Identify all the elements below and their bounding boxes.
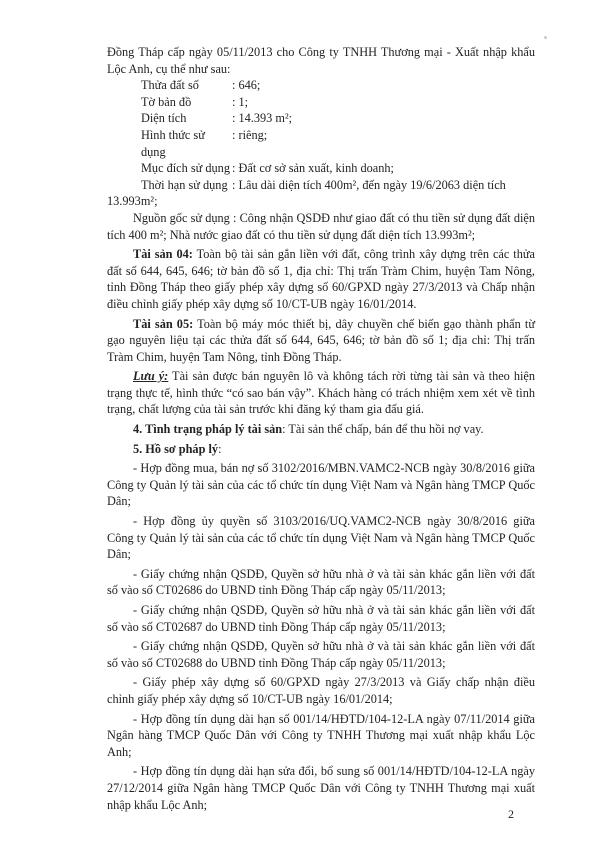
legal-docs-heading: 5. Hồ sơ pháp lý: [133,441,222,456]
intro-paragraph: Đồng Tháp cấp ngày 05/11/2013 cho Công ty TNHH Thương mại - Xuất nhập khẩu Lộc Anh, cụ thể như sau: [107,45,535,76]
legal-doc-item: - Hợp đồng ủy quyền số 3103/2016/UQ.VAMC2-NCB ngày 30/8/2016 giữa Công ty Quản lý tài sản của các tổ chức tín dụng Việt Nam và Ngân hàng TMCP Quốc Dân; [107,514,535,562]
land-row-purpose: Mục đích sử dụng : Đất cơ sở sản xuất, kinh doanh; [141,161,394,176]
legal-doc-item: - Hợp đồng tín dụng dài hạn số 001/14/HĐTD/104-12-LA ngày 07/11/2014 giữa Ngân hàng TMCP Quốc Dân với Công ty TNHH Thương mại xuất nhập khẩu Lộc Anh; [107,711,535,759]
legal-doc-item: - Hợp đồng tín dụng dài hạn sửa đổi, bổ sung số 001/14/HĐTD/104-12-LA ngày 27/12/2014 giữa Ngân hàng TMCP Quốc Dân với Công ty TNHH Thương mại xuất nhập khẩu Lộc Anh; [107,764,535,812]
asset-5-paragraph: Tài sản 05: Toàn bộ máy móc thiết bị, dây chuyền chế biến gạo thành phẩn từ gạo nguyên liệu tại các thửa đất số 644, 645, 646; tờ bản đồ số 1; địa chỉ: Thị trấn Tràm Chim, huyện Tam Nông, tỉnh Đồng Tháp. [107,316,535,364]
land-origin: Nguồn gốc sử dụng : Công nhận QSDĐ như giao đất có thu tiền sử dụng đất diện tích 400 m²; Nhà nước giao đất có thu tiền sử dụng đất diện tích 13.993m²; [107,210,535,242]
land-row-parcel: Thửa đất số : 646; [141,78,261,93]
legal-doc-item: - Giấy chứng nhận QSDĐ, Quyền sở hữu nhà ở và tài sản khác gắn liền với đất số vào số CT02688 do UBND tỉnh Đồng Tháp cấp ngày 05/11/2013; [107,639,535,670]
land-row-area: Diện tích : 14.393 m²; [141,111,293,126]
legal-doc-item: - Giấy chứng nhận QSDĐ, Quyền sở hữu nhà ở và tài sản khác gắn liền với đất số vào số CT02686 do UBND tỉnh Đồng Tháp cấp ngày 05/11/2013; [107,566,535,598]
land-row-usage-form: Hình thức sử dụng : riêng; [141,127,268,159]
scan-speck [544,36,547,39]
land-details [107,77,535,243]
asset-4-paragraph: Tài sản 04: Toàn bộ tài sản gắn liền với đất, công trình xây dựng trên các thửa đất số 644, 645, 646; tờ bản đồ số 1, địa chỉ: Thị trấn Tràm Chim, huyện Tam Nông, tỉnh Đồng Tháp theo giấy phép xây dựng số 60/GPXD ngày 27/3/2013 và Chấp nhận điều chỉnh giấy phép xây dựng số 10/CT-UB ngày 16/01/2014. [107,247,535,311]
asset-4-title: Tài sản 04: [133,247,193,262]
legal-doc-item: - Giấy chứng nhận QSDĐ, Quyền sở hữu nhà ở và tài sản khác gắn liền với đất số vào số CT02687 do UBND tỉnh Đồng Tháp cấp ngày 05/11/2013; [107,603,535,634]
document-body [107,44,535,813]
note-title: Lưu ý: [133,369,169,384]
legal-doc-item: - Giấy phép xây dựng số 60/GPXD ngày 27/3/2013 và Giấy chấp nhận điều chỉnh giấy phép xây dựng số 10/CT-UB ngày 16/01/2014; [107,675,535,706]
note-paragraph: Lưu ý: Tài sản được bán nguyên lô và không tách rời từng tài sản và theo hiện trạng thực tế, hình thức “có sao bán vậy”. Khách hàng có trách nhiệm xem xét về tình trạng, chất lượng của tài sản trước khi đăng ký tham gia đấu giá. [107,369,535,417]
legal-status: 4. Tình trạng pháp lý tài sản: Tài sản thế chấp, bán để thu hồi nợ vay. [133,422,484,437]
asset-5-title: Tài sản 05: [133,316,194,331]
land-term-continuation: 13.993m²; [107,194,158,209]
land-row-map-sheet: Tờ bản đồ : 1; [141,94,249,109]
page-number: 2 [508,807,514,821]
legal-status-title: 4. Tình trạng pháp lý tài sản [133,422,283,437]
land-row-term: Thời hạn sử dụng : Lâu dài diện tích 400m², đến ngày 19/6/2063 diện tích [141,177,506,192]
legal-doc-item: - Hợp đồng mua, bán nợ số 3102/2016/MBN.VAMC2-NCB ngày 30/8/2016 giữa Công ty Quản lý tài sản của các tổ chức tín dụng Việt Nam và Ngân hàng TMCP Quốc Dân; [107,461,535,509]
